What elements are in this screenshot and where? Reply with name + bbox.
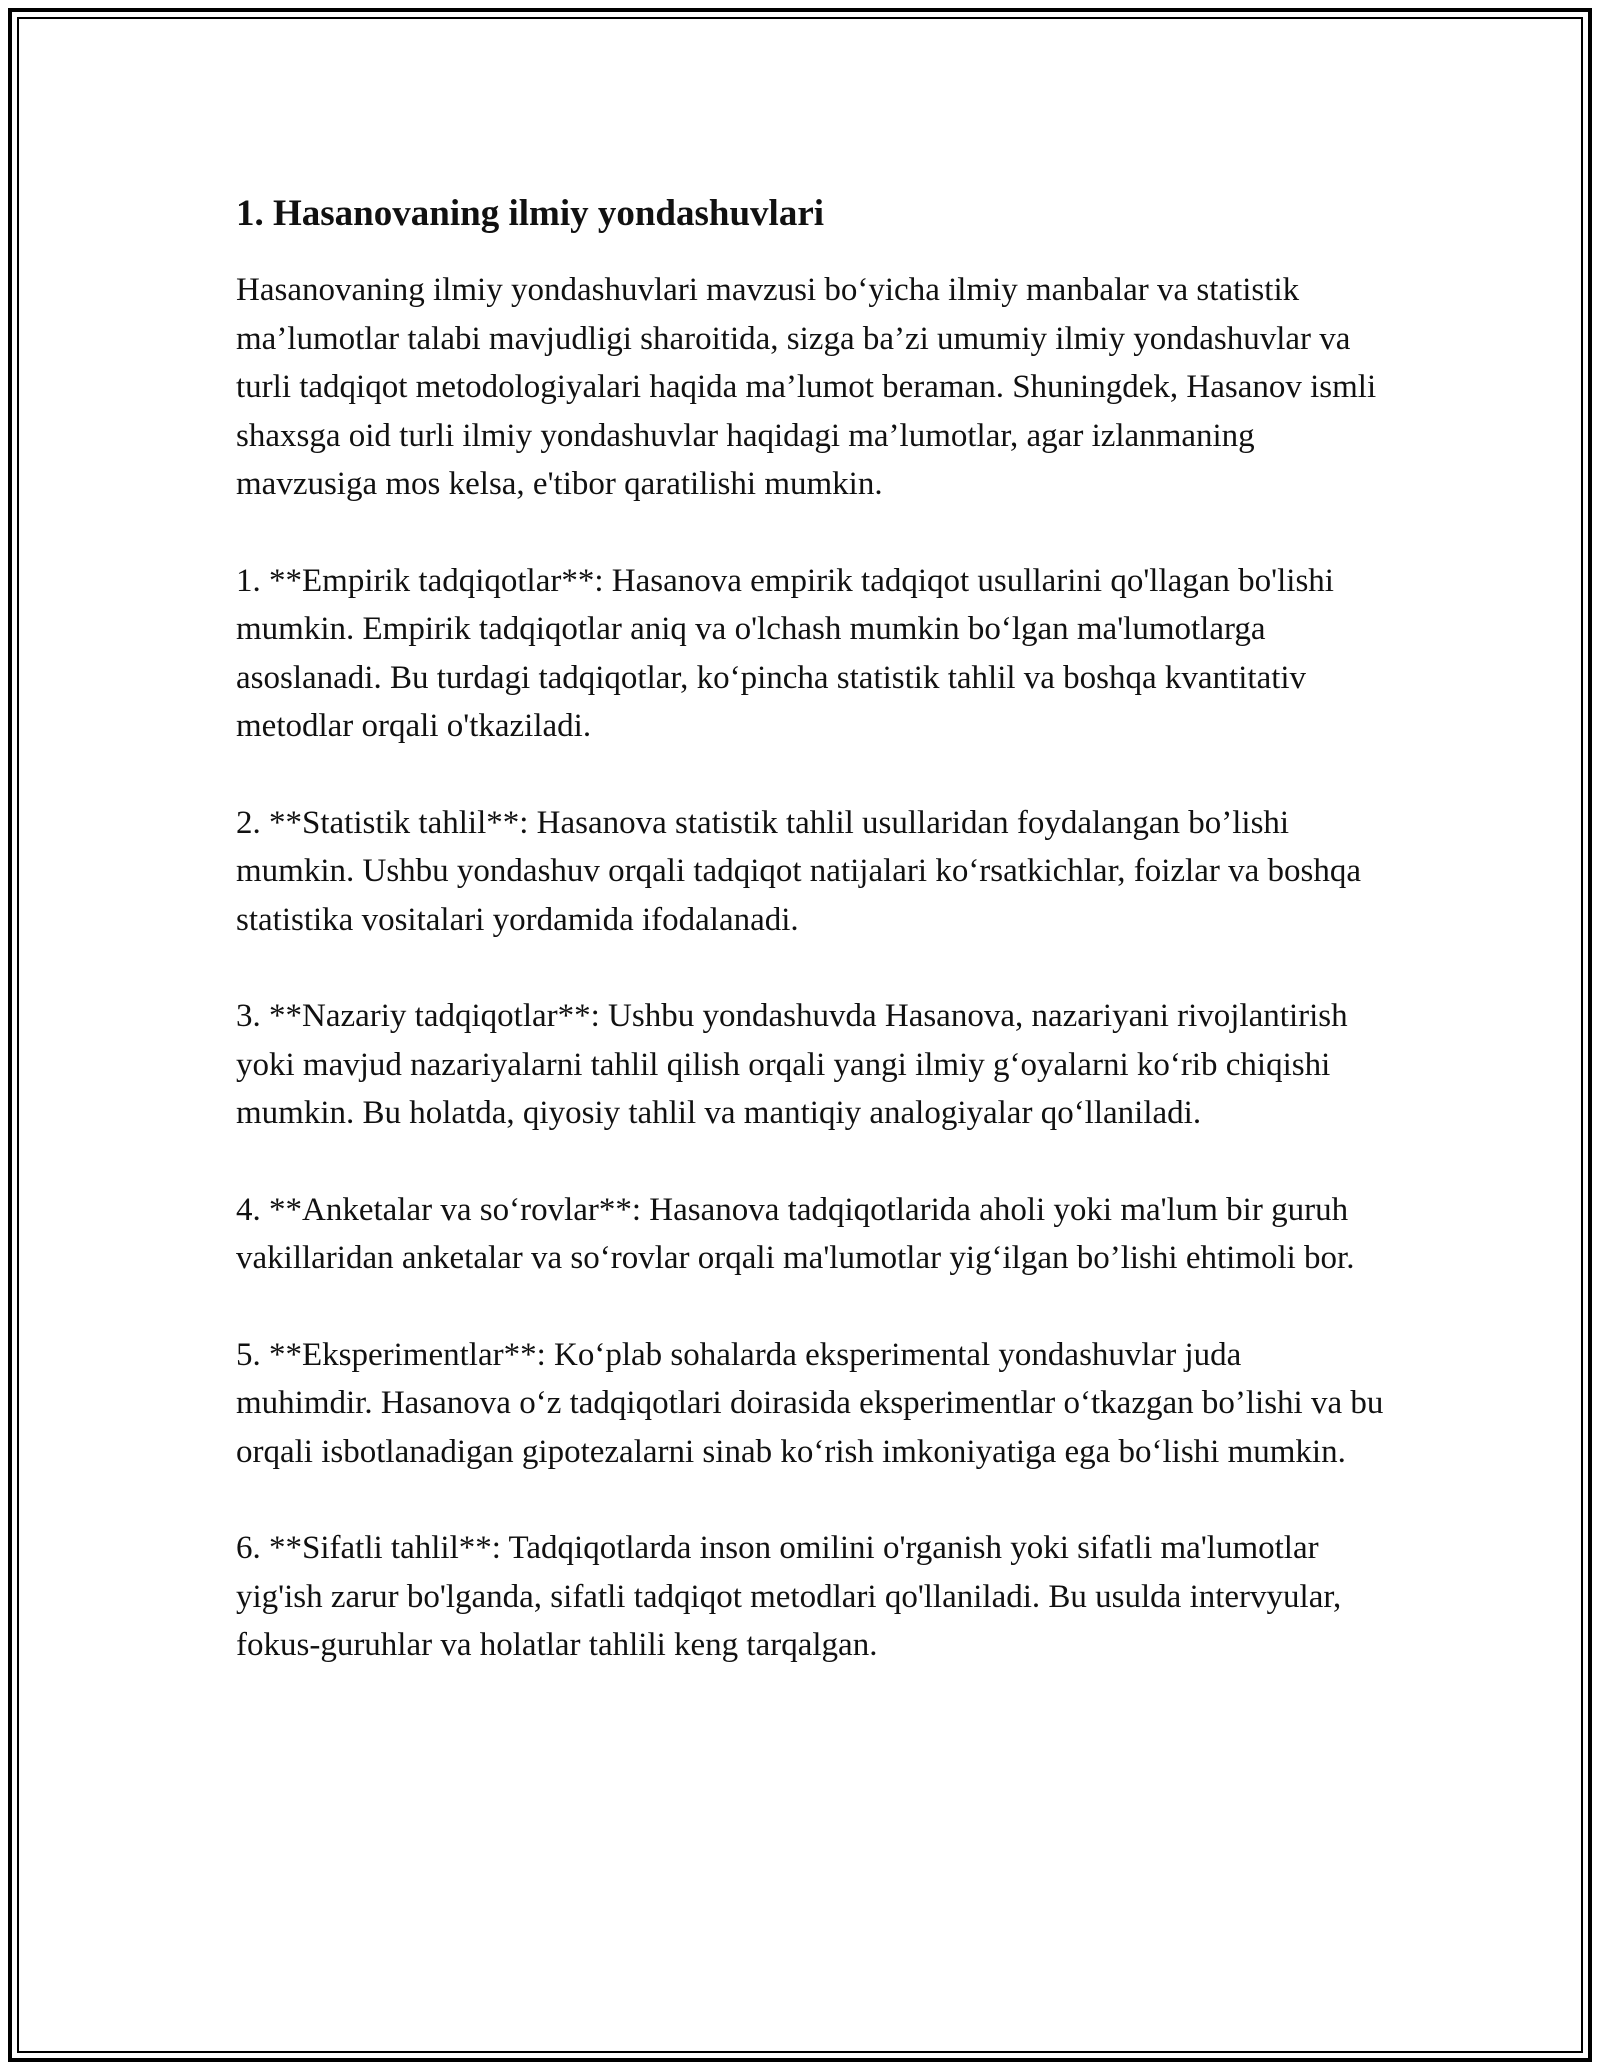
document-body <box>236 186 1386 1718</box>
list-item-theoretical-research: 3. **Nazariy tadqiqotlar**: Ushbu yondashuvda Hasanova, nazariyani rivojlantirish yoki mavjud nazariyalarni tahlil qilish orqali yangi ilmiy g‘oyalarni ko‘rib chiqishi mumkin. Bu holatda, qiyosiy tahlil va mantiqiy analogiyalar qo‘llaniladi. <box>236 998 1348 1131</box>
list-item-empirical-research: 1. **Empirik tadqiqotlar**: Hasanova empirik tadqiqot usullarini qo'llagan bo'lishi mumkin. Empirik tadqiqotlar aniq va o'lchash mumkin bo‘lgan ma'lumotlarga asoslanadi. Bu turdagi tadqiqotlar, ko‘pincha statistik tahlil va boshqa kvantitativ metodlar orqali o'tkaziladi. <box>236 562 1334 744</box>
list-item-qualitative-analysis: 6. **Sifatli tahlil**: Tadqiqotlarda inson omilini o'rganish yoki sifatli ma'lumotlar yig'ish zarur bo'lganda, sifatli tadqiqot metodlari qo'llaniladi. Bu usulda intervyular, fokus-guruhlar va holatlar tahlili keng tarqalgan. <box>236 1530 1342 1663</box>
list-item-surveys: 4. **Anketalar va so‘rovlar**: Hasanova tadqiqotlarida aholi yoki ma'lum bir guruh vakillaridan anketalar va so‘rovlar orqali ma'lumotlar yig‘ilgan bo’lishi ehtimoli bor. <box>236 1191 1355 1276</box>
list-item-statistical-analysis: 2. **Statistik tahlil**: Hasanova statistik tahlil usullaridan foydalangan bo’lishi mumkin. Ushbu yondashuv orqali tadqiqot natijalari ko‘rsatkichlar, foizlar va boshqa statistika vositalari yordamida ifodalanadi. <box>236 804 1361 938</box>
list-item-experiments: 5. **Eksperimentlar**: Ko‘plab sohalarda eksperimental yondashuvlar juda muhimdir. Hasanova o‘z tadqiqotlari doirasida eksperimentlar o‘tkazgan bo’lishi va bu orqali isbotlanadigan gipotezalarni sinab ko‘rish imkoniyatiga ega bo‘lishi mumkin. <box>236 1336 1384 1470</box>
section-heading: 1. Hasanovaning ilmiy yondashuvlari <box>236 193 825 234</box>
intro-paragraph: Hasanovaning ilmiy yondashuvlari mavzusi bo‘yicha ilmiy manbalar va statistik ma’lumotlar talabi mavjudligi sharoitida, sizga ba’zi umumiy ilmiy yondashuvlar va turli tadqiqot metodologiyalari haqida ma’lumot beraman. Shuningdek, Hasanov ismli shaxsga oid turli ilmiy yondashuvlar haqidagi ma’lumotlar, agar izlanmaning mavzusiga mos kelsa, e'tibor qaratilishi mumkin. <box>236 272 1377 502</box>
